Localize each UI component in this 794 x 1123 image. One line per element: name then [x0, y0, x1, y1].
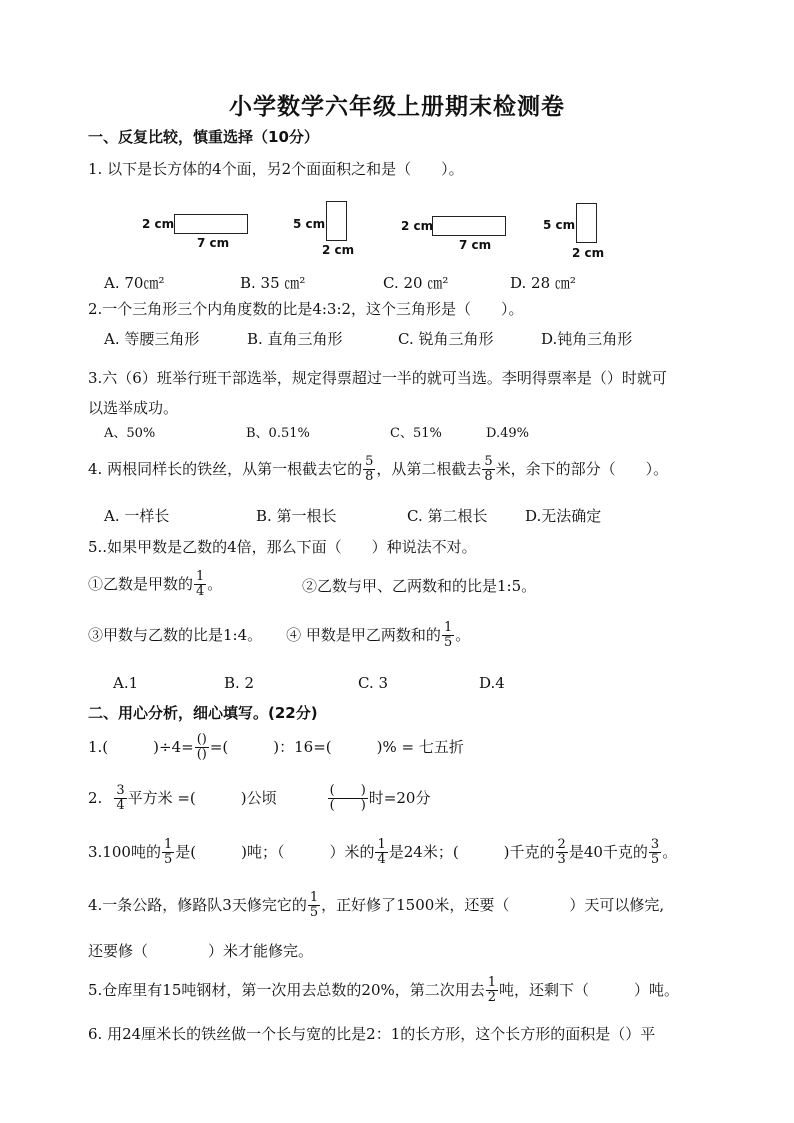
- s2-q3-fraction-4: $\frac{3}{5}$: [650, 837, 660, 867]
- q4-stem: [88, 455, 668, 483]
- s2-q5-fraction: $\frac{1}{2}$: [487, 975, 497, 1005]
- q1-option-c[interactable]: C. 20 ㎝²: [383, 274, 449, 292]
- q4-fraction-1: $\frac{5}{8}$: [365, 454, 374, 484]
- s2-q1-fraction: $\frac{()}{()}$: [196, 732, 207, 762]
- q3-option-d[interactable]: D.49%: [486, 426, 529, 441]
- figure-3-bottom-label: 7 cm: [459, 238, 492, 252]
- q5-stem: 5..如果甲数是乙数的4倍，那么下面（ ）种说法不对。: [88, 538, 477, 556]
- q5-option-d[interactable]: D.4: [479, 674, 505, 692]
- q4-text-3: 米，余下的部分（ ）。: [495, 459, 669, 478]
- s2-q3-fraction-3: $\frac{2}{3}$: [557, 837, 566, 867]
- q5-fraction-2: $\frac{1}{5}$: [443, 620, 453, 650]
- figure-2-bottom-label: 2 cm: [322, 243, 355, 257]
- q1-option-a[interactable]: A. 70㎝²: [104, 274, 165, 292]
- rectangle-shape: [326, 201, 347, 241]
- q2-stem: 2.一个三角形三个内角度数的比是4:3:2，这个三角形是（ ）。: [88, 300, 524, 318]
- rectangle-shape: [432, 216, 506, 236]
- figure-4-bottom-label: 2 cm: [572, 246, 605, 260]
- section-1-heading: 一、反复比较，慎重选择（10分）: [88, 128, 319, 146]
- section-2-heading: 二、用心分析，细心填写。(22分): [88, 704, 318, 722]
- q5-statement-3: ③甲数与乙数的比是1:4。: [88, 625, 263, 644]
- q2-option-a[interactable]: A. 等腰三角形: [104, 330, 200, 348]
- figure-1-left-label: 2 cm: [142, 217, 175, 231]
- rectangle-shape: [174, 214, 248, 234]
- q3-option-b[interactable]: B、0.51%: [246, 426, 310, 441]
- s2-q3-fraction-1: $\frac{1}{5}$: [163, 837, 173, 867]
- figure-2-left-label: 5 cm: [293, 217, 326, 231]
- q5-option-b[interactable]: B. 2: [224, 674, 255, 692]
- q5-option-c[interactable]: C. 3: [358, 674, 389, 692]
- rectangle-shape: [576, 203, 597, 243]
- q4-option-a[interactable]: A. 一样长: [104, 507, 170, 525]
- q2-option-d[interactable]: D.钝角三角形: [541, 330, 633, 348]
- s2-q3: 3.100吨的 $\frac{1}{5}$ 是( )吨；（ ）米的 $\frac{1}{4}$ 是24米；( )千克的 $\frac{2}{3}$ 是40千克的 $\frac{3}{5}$ 。: [88, 837, 678, 867]
- q1-option-d[interactable]: D. 28 ㎝²: [510, 274, 576, 292]
- s2-q6: 6. 用24厘米长的铁丝做一个长与宽的比是2：1的长方形，这个长方形的面积是（）平: [88, 1025, 656, 1043]
- s2-q4-line2: 还要修（ ）米才能修完。: [88, 942, 314, 960]
- q4-option-b[interactable]: B. 第一根长: [256, 507, 337, 525]
- q4-text-1: 4. 两根同样长的铁丝，从第一根截去它的: [88, 459, 363, 478]
- q1-option-b[interactable]: B. 35 ㎝²: [240, 274, 306, 292]
- q5-statement-2: ②乙数与甲、乙两数和的比是1:5。: [302, 577, 537, 595]
- q3-stem-line1: 3.六（6）班举行班干部选举，规定得票超过一半的就可当选。李明得票率是（）时就可: [88, 369, 667, 387]
- q5-statement-3-4: ③甲数与乙数的比是1:4。 ④ 甲数是甲乙两数和的 $\frac{1}{5}$ 。: [88, 620, 471, 650]
- q3-stem-line2: 以选举成功。: [88, 399, 179, 417]
- s2-q5: 5.仓库里有15吨钢材，第一次用去总数的20%，第二次用去 $\frac{1}{2}$ 吨，还剩下（ ）吨。: [88, 975, 680, 1005]
- q3-option-a[interactable]: A、50%: [104, 426, 156, 441]
- q4-option-d[interactable]: D.无法确定: [525, 507, 602, 525]
- q4-option-c[interactable]: C. 第二根长: [407, 507, 488, 525]
- s2-q2-fraction: $\frac{3}{4}$: [116, 783, 125, 813]
- page-title: 小学数学六年级上册期末检测卷: [229, 94, 565, 120]
- s2-q2: 2. $\frac{3}{4}$ 平方米 =( )公顷 $\frac{( )}{( )}$ 时=20分: [88, 783, 431, 813]
- q4-fraction-2: $\frac{5}{8}$: [484, 454, 493, 484]
- figure-3-left-label: 2 cm: [401, 219, 434, 233]
- s2-q3-fraction-2: $\frac{1}{4}$: [377, 837, 386, 867]
- q4-text-2: ，从第二根截去: [376, 459, 482, 478]
- s2-q4-line1: 4.一条公路，修路队3天修完它的 $\frac{1}{5}$ ，正好修了1500米，还要（ ）天可以修完,: [88, 890, 665, 920]
- q1-stem: 1. 以下是长方体的4个面，另2个面面积之和是（ ）。: [88, 160, 464, 178]
- q5-statement-4-text: ④ 甲数是甲乙两数和的: [286, 625, 441, 644]
- q2-option-b[interactable]: B. 直角三角形: [247, 330, 343, 348]
- figure-4-left-label: 5 cm: [543, 218, 576, 232]
- q5-fraction-1: $\frac{1}{4}$: [196, 569, 205, 599]
- s2-q1: 1.( )÷4= $\frac{()}{()}$ =( )：16=( )% = 七五折: [88, 732, 464, 762]
- q2-option-c[interactable]: C. 锐角三角形: [398, 330, 494, 348]
- s2-q2-fraction-2: $\frac{( )}{( )}$: [329, 783, 366, 813]
- q5-statement-1: ①乙数是甲数的 $\frac{1}{4}$ 。: [88, 569, 223, 599]
- q5-option-a[interactable]: A.1: [113, 674, 139, 692]
- q3-option-c[interactable]: C、51%: [390, 426, 442, 441]
- s2-q4-fraction: $\frac{1}{5}$: [309, 890, 319, 920]
- figure-1-bottom-label: 7 cm: [197, 236, 230, 250]
